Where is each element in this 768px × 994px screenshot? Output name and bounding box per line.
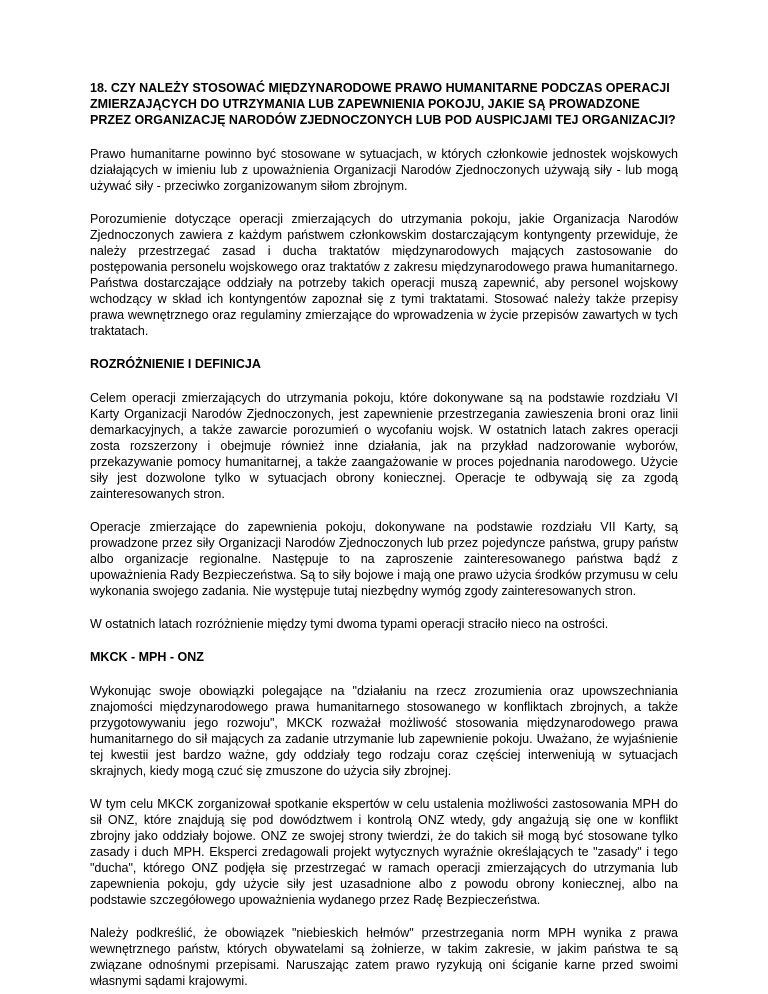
mkck-paragraph-1: Wykonując swoje obowiązki polegające na "działaniu na rzecz zrozumienia oraz upowszechniania znajomości międzynarodowego prawa humanitarnego stosowanego w konfliktach zbrojnych, a także przygotowywaniu jego rozwoju", MKCK rozważał możliwość stosowania międzynarodowego prawa humanitarnego do sił mających za zadanie utrzymanie lub zapewnienie pokoju. Uważano, że wyjaśnienie tej kwestii jest bardzo ważne, gdy oddziały tego rodzaju coraz częściej interweniują w sytuacjach skrajnych, kiedy mogą czuć się zmuszone do użycia siły zbrojnej. (90, 684, 678, 778)
document-page (90, 80, 678, 989)
distinction-paragraph-3: W ostatnich latach rozróżnienie między tymi dwoma typami operacji straciło nieco na ostrości. (90, 617, 609, 631)
mkck-paragraph-2: W tym celu MKCK zorganizował spotkanie ekspertów w celu ustalenia możliwości zastosowania MPH do sił ONZ, które znajdują się pod dowództwem i kontrolą ONZ wtedy, gdy angażują się one w konflikt zbrojny jako oddziały bojowe. ONZ ze swojej strony twierdzi, że do takich sił mogą być stosowane tylko zasady i duch MPH. Eksperci zredagowali projekt wytycznych wyraźnie określających te "zasady" i tego "ducha", którego ONZ podjęła się przestrzegać w ramach operacji zmierzających do utrzymania lub zapewnienia pokoju, gdy użycie siły jest uzasadnione albo z powodu obrony koniecznej, albo na podstawie szczegółowego upoważnienia wydanego przez Radę Bezpieczeństwa. (90, 797, 678, 907)
section-heading-mkck: MKCK - MPH - ONZ (90, 650, 204, 664)
intro-paragraph-1: Prawo humanitarne powinno być stosowane w sytuacjach, w których członkowie jednostek wojskowych działających w imieniu lub z upoważnienia Organizacji Narodów Zjednoczonych używają siły - lub mogą używać siły - przeciwko zorganizowanym siłom zbrojnym. (90, 147, 678, 193)
document-title: 18. CZY NALEŻY STOSOWAĆ MIĘDZYNARODOWE PRAWO HUMANITARNE PODCZAS OPERACJI ZMIERZAJĄCYCH DO UTRZYMANIA LUB ZAPEWNIENIA POKOJU, JAKIE SĄ PROWADZONE PRZEZ ORGANIZACJĘ NARODÓW ZJEDNOCZONYCH LUB POD AUSPICJAMI TEJ ORGANIZACJI? (90, 81, 676, 127)
distinction-paragraph-2: Operacje zmierzające do zapewnienia pokoju, dokonywane na podstawie rozdziału VII Karty, są prowadzone przez siły Organizacji Narodów Zjednoczonych lub przez pojedyncze państwa, grupy państw albo organizacje regionalne. Następuje to na zaproszenie zainteresowanego państwa bądź z upoważnienia Rady Bezpieczeństwa. Są to siły bojowe i mają one prawo użycia środków przymusu w celu wykonania swojego zadania. Nie występuje tutaj niezbędny wymóg zgody zainteresowanych stron. (90, 520, 678, 598)
section-heading-distinction: ROZRÓŻNIENIE I DEFINICJA (90, 357, 261, 371)
mkck-paragraph-3: Należy podkreślić, że obowiązek "niebieskich hełmów" przestrzegania norm MPH wynika z prawa wewnętrznego państw, których obywatelami są żołnierze, w takim zakresie, w jakim państwa te są związane odnośnymi przepisami. Naruszając zatem prawo ryzykują oni ściganie karne przed swoimi własnymi sądami krajowymi. (90, 926, 678, 988)
distinction-paragraph-1: Celem operacji zmierzających do utrzymania pokoju, które dokonywane są na podstawie rozdziału VI Karty Organizacji Narodów Zjednoczonych, jest zapewnienie przestrzegania zawieszenia broni oraz linii demarkacyjnych, a także zawarcie porozumień o wycofaniu wojsk. W ostatnich latach zakres operacji zosta rozszerzony i obejmuje również inne działania, jak na przykład nadzorowanie wyborów, przekazywanie pomocy humanitarnej, a także zaangażowanie w proces pojednania narodowego. Użycie siły jest dozwolone tylko w sytuacjach obrony koniecznej. Operacje te odbywają się za zgodą zainteresowanych stron. (90, 391, 678, 501)
intro-paragraph-2: Porozumienie dotyczące operacji zmierzających do utrzymania pokoju, jakie Organizacja Narodów Zjednoczonych zawiera z każdym państwem członkowskim dostarczającym kontyngenty przewiduje, że należy przestrzegać zasad i ducha traktatów międzynarodowych mających zastosowanie do postępowania personelu wojskowego oraz traktatów z zakresu międzynarodowego prawa humanitarnego. Państwa dostarczające oddziały na potrzeby takich operacji muszą zapewnić, aby personel wojskowy wchodzący w skład ich kontyngentów zapoznał się z tymi traktatami. Stosować należy także przepisy prawa wewnętrznego oraz regulaminy zmierzające do wprowadzenia w życie przepisów zawartych w tych traktatach. (90, 212, 678, 338)
